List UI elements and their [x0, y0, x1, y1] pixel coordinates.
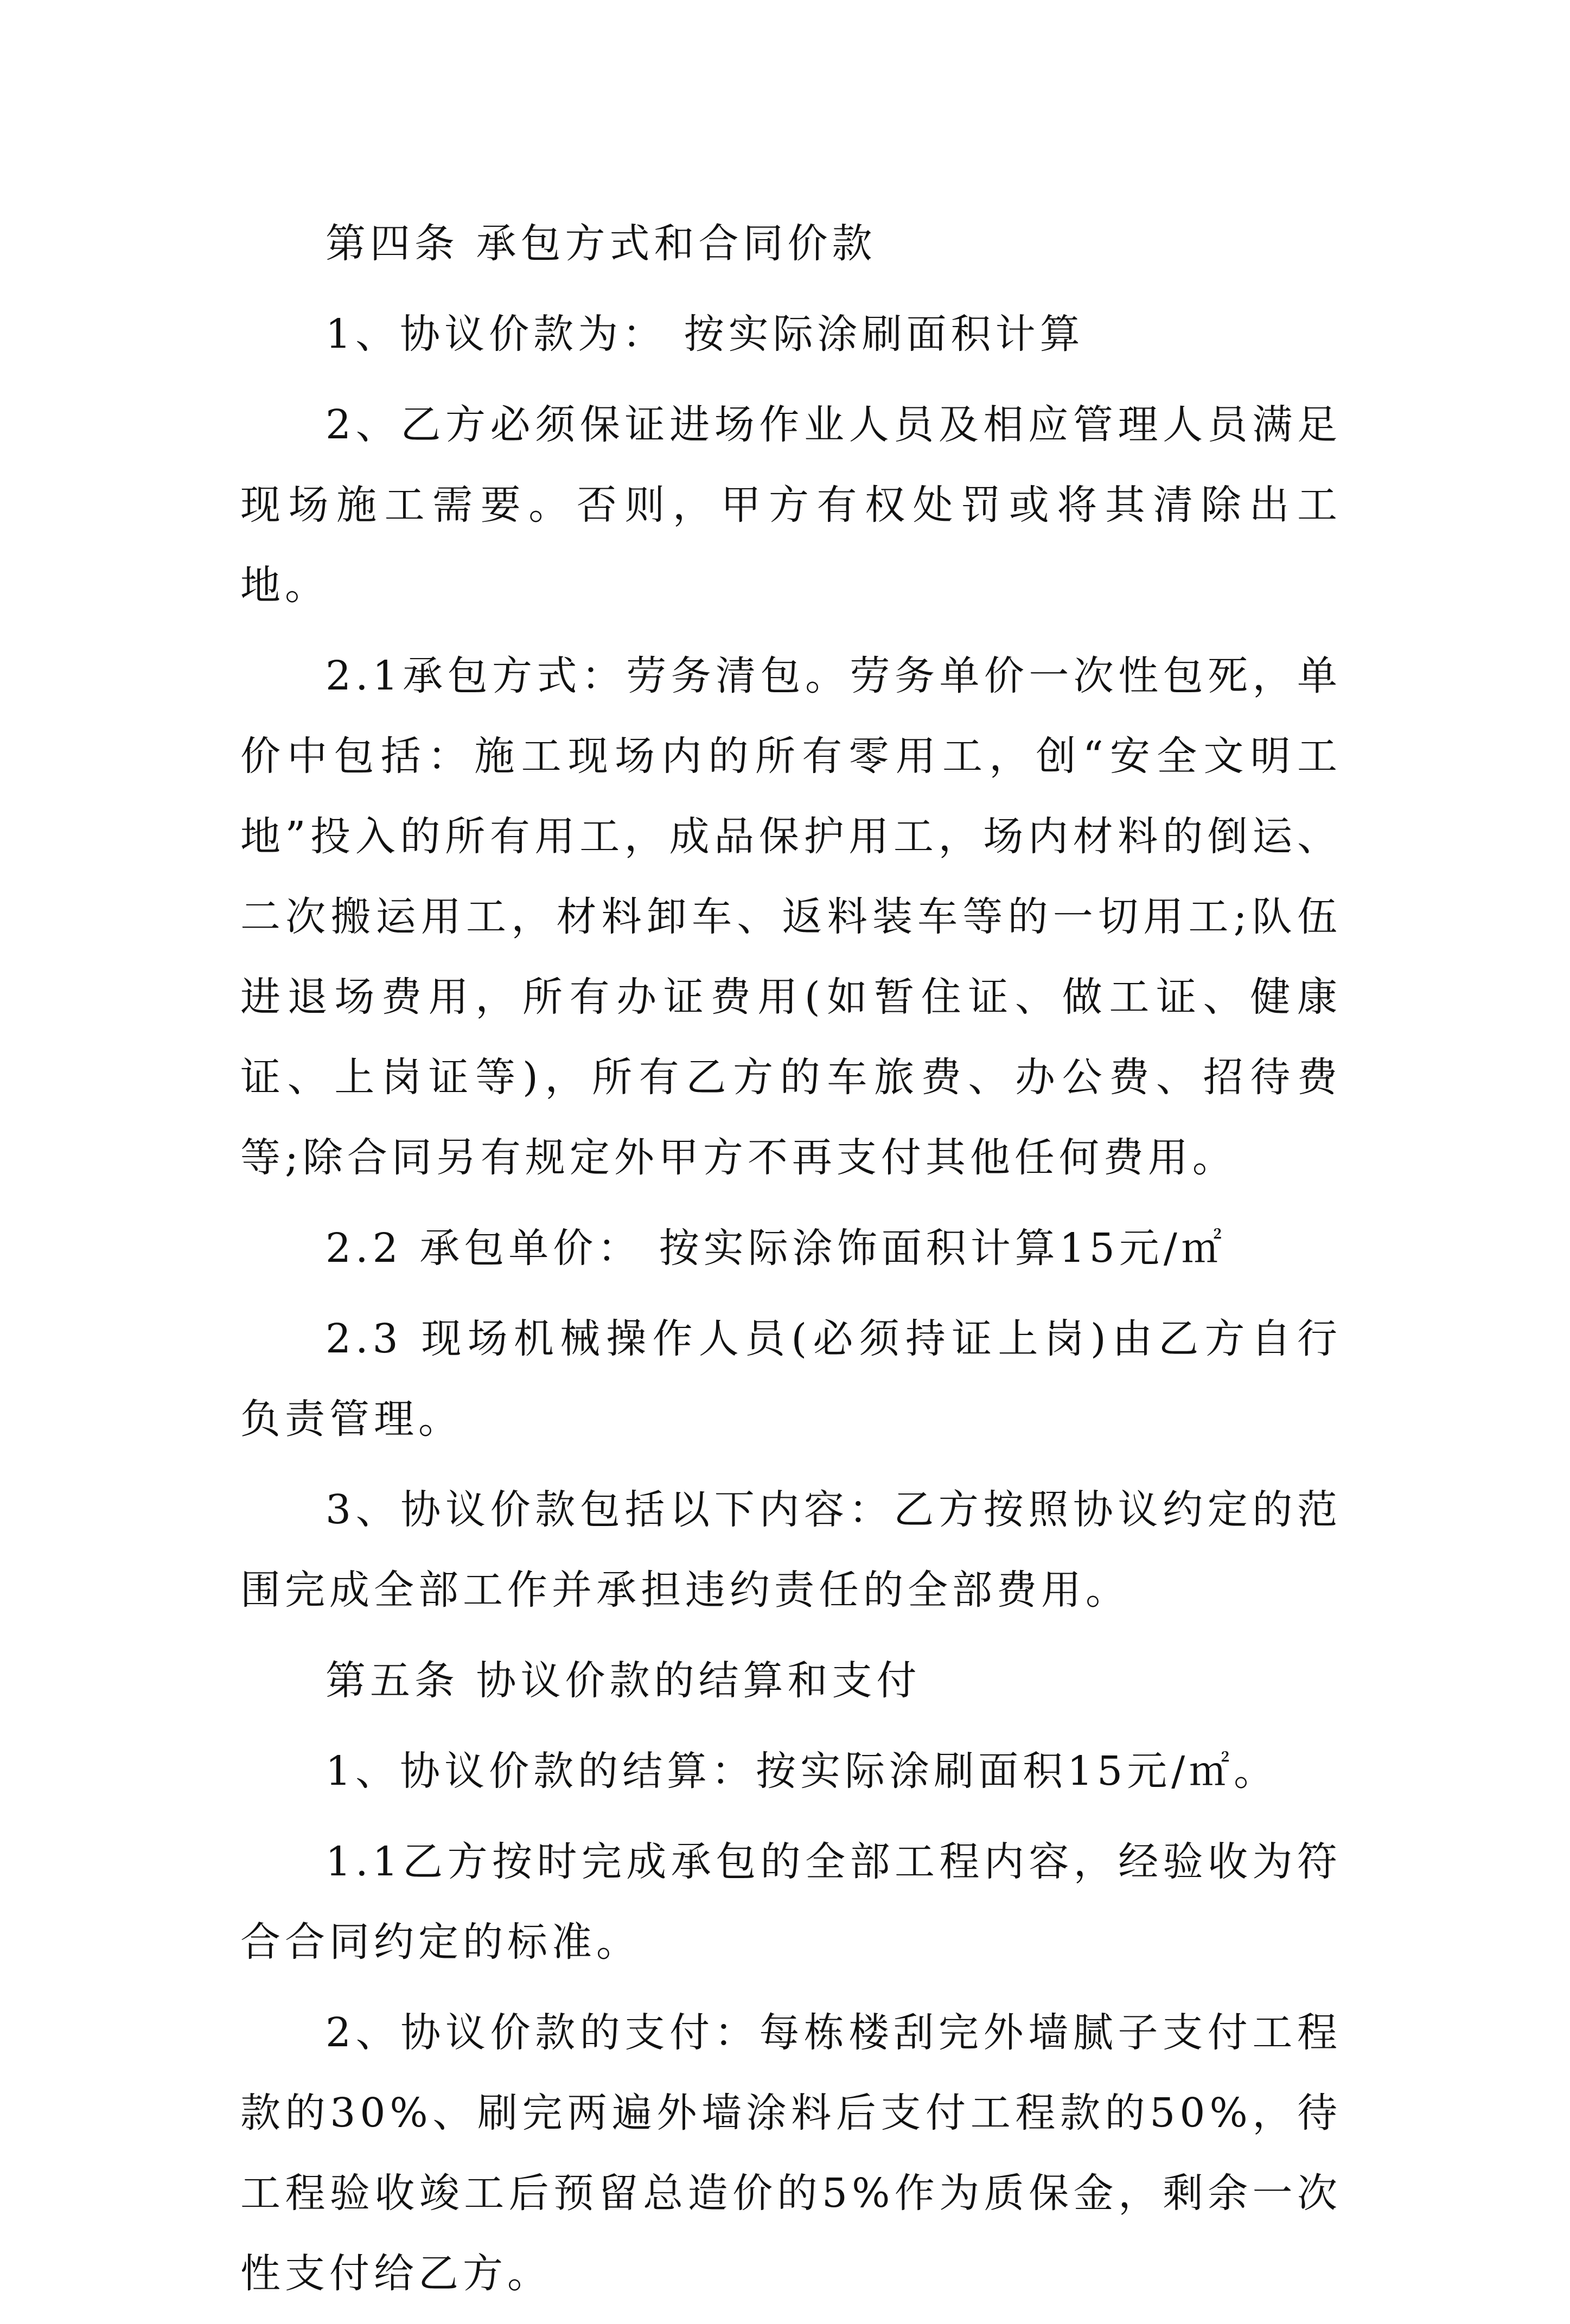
article-5-heading: 第五条 协议价款的结算和支付 [326, 1657, 921, 1704]
clause-1-price: 1、协议价款为： 按实际涂刷面积计算 [326, 311, 1084, 357]
clause-2-staffing: 2、乙方必须保证进场作业人员及相应管理人员满足现场施工需要。否则，甲方有权处罚或将其清除出工地。 [240, 401, 1342, 609]
clause-2-3-machine-operators: 2.3 现场机械操作人员(必须持证上岗)由乙方自行负责管理。 [240, 1316, 1342, 1442]
clause-3-price-contents: 3、协议价款包括以下内容：乙方按照协议约定的范围完成全部工作并承担违约责任的全部费用。 [240, 1486, 1342, 1613]
article-4-heading: 第四条 承包方式和合同价款 [326, 220, 877, 267]
clause-2-1-contract-mode: 2.1承包方式：劳务清包。劳务单价一次性包死，单价中包括：施工现场内的所有零用工，创“安全文明工地”投入的所有用工，成品保护用工，场内材料的倒运、二次搬运用工，材料卸车、返料装车等的一切用工;队伍进退场费用，所有办证费用(如暂住证、做工证、健康证、上岗证等)，所有乙方的车旅费、办公费、招待费等;除合同另有规定外甲方不再支付其他任何费用。 [240, 653, 1342, 1181]
clause-2-payment: 2、协议价款的支付：每栋楼刮完外墙腻子支付工程款的30%、刷完两遍外墙涂料后支付工程款的50%，待工程验收竣工后预留总造价的5%作为质保金，剩余一次性支付给乙方。 [240, 2009, 1342, 2297]
clause-2-2-unit-price: 2.2 承包单价： 按实际涂饰面积计算15元/㎡ [326, 1225, 1226, 1272]
clause-1-1-acceptance: 1.1乙方按时完成承包的全部工程内容，经验收为符合合同约定的标准。 [240, 1838, 1342, 1965]
document-body [240, 203, 1342, 2324]
clause-1-settlement: 1、协议价款的结算：按实际涂刷面积15元/㎡。 [326, 1748, 1279, 1795]
